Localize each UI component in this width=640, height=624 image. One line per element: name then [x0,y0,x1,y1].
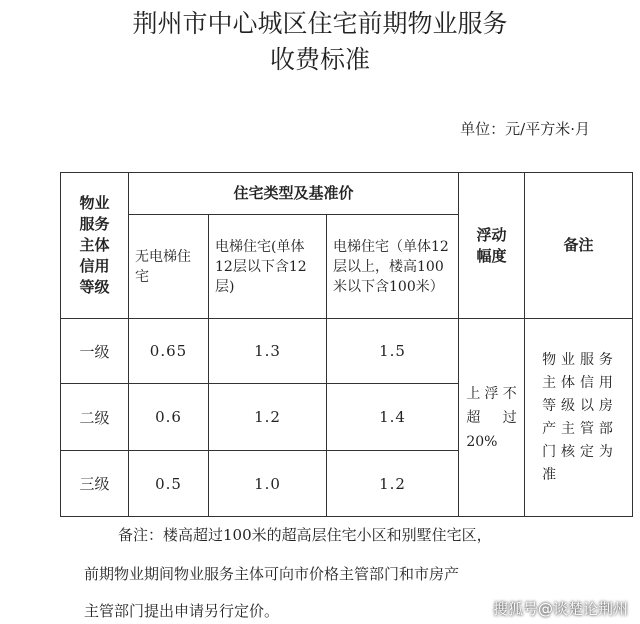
cell-price: 0.5 [129,451,209,517]
watermark: 搜狐号@谈楚论荆州 [492,600,628,618]
footnote-line-2: 前期物业期间物业服务主体可向市价格主管部门和市房产 [84,565,460,583]
cell-price: 1.4 [327,384,459,451]
fee-standard-table [60,172,633,517]
unit-label: 单位：元/平方米·月 [460,120,590,138]
footnote-line-1: 备注：楼高超过100米的超高层住宅小区和别墅住宅区， [118,526,492,544]
cell-price: 1.2 [209,384,327,451]
cell-price: 0.6 [129,384,209,451]
cell-price: 0.65 [129,319,209,384]
header-float-range: 浮动幅度 [459,173,525,319]
header-remark: 备注 [525,173,633,319]
document-subtitle: 收费标准 [269,45,370,74]
header-credit-level: 物业服务主体信用等级 [61,173,129,319]
subheader-elevator-12-below: 电梯住宅(单体12层以下含12层) [209,215,327,319]
subheader-elevator-12-above: 电梯住宅（单体12层以上，楼高100米以下含100米） [327,215,459,319]
subheader-no-elevator: 无电梯住宅 [129,215,209,319]
header-housing-type: 住宅类型及基准价 [129,173,459,215]
float-range-value: 上浮不超过20% [459,319,525,517]
row-level-1: 一级 [61,319,129,384]
row-level-2: 二级 [61,384,129,451]
cell-price: 1.3 [209,319,327,384]
document-title: 荆州市中心城区住宅前期物业服务 [132,9,508,38]
cell-price: 1.0 [209,451,327,517]
cell-price: 1.2 [327,451,459,517]
footnote-line-3: 主管部门提出申请另行定价。 [84,602,280,620]
cell-price: 1.5 [327,319,459,384]
row-level-3: 三级 [61,451,129,517]
remark-value: 物业服务主体信用等级以房产主管部门核定为准 [525,319,633,517]
